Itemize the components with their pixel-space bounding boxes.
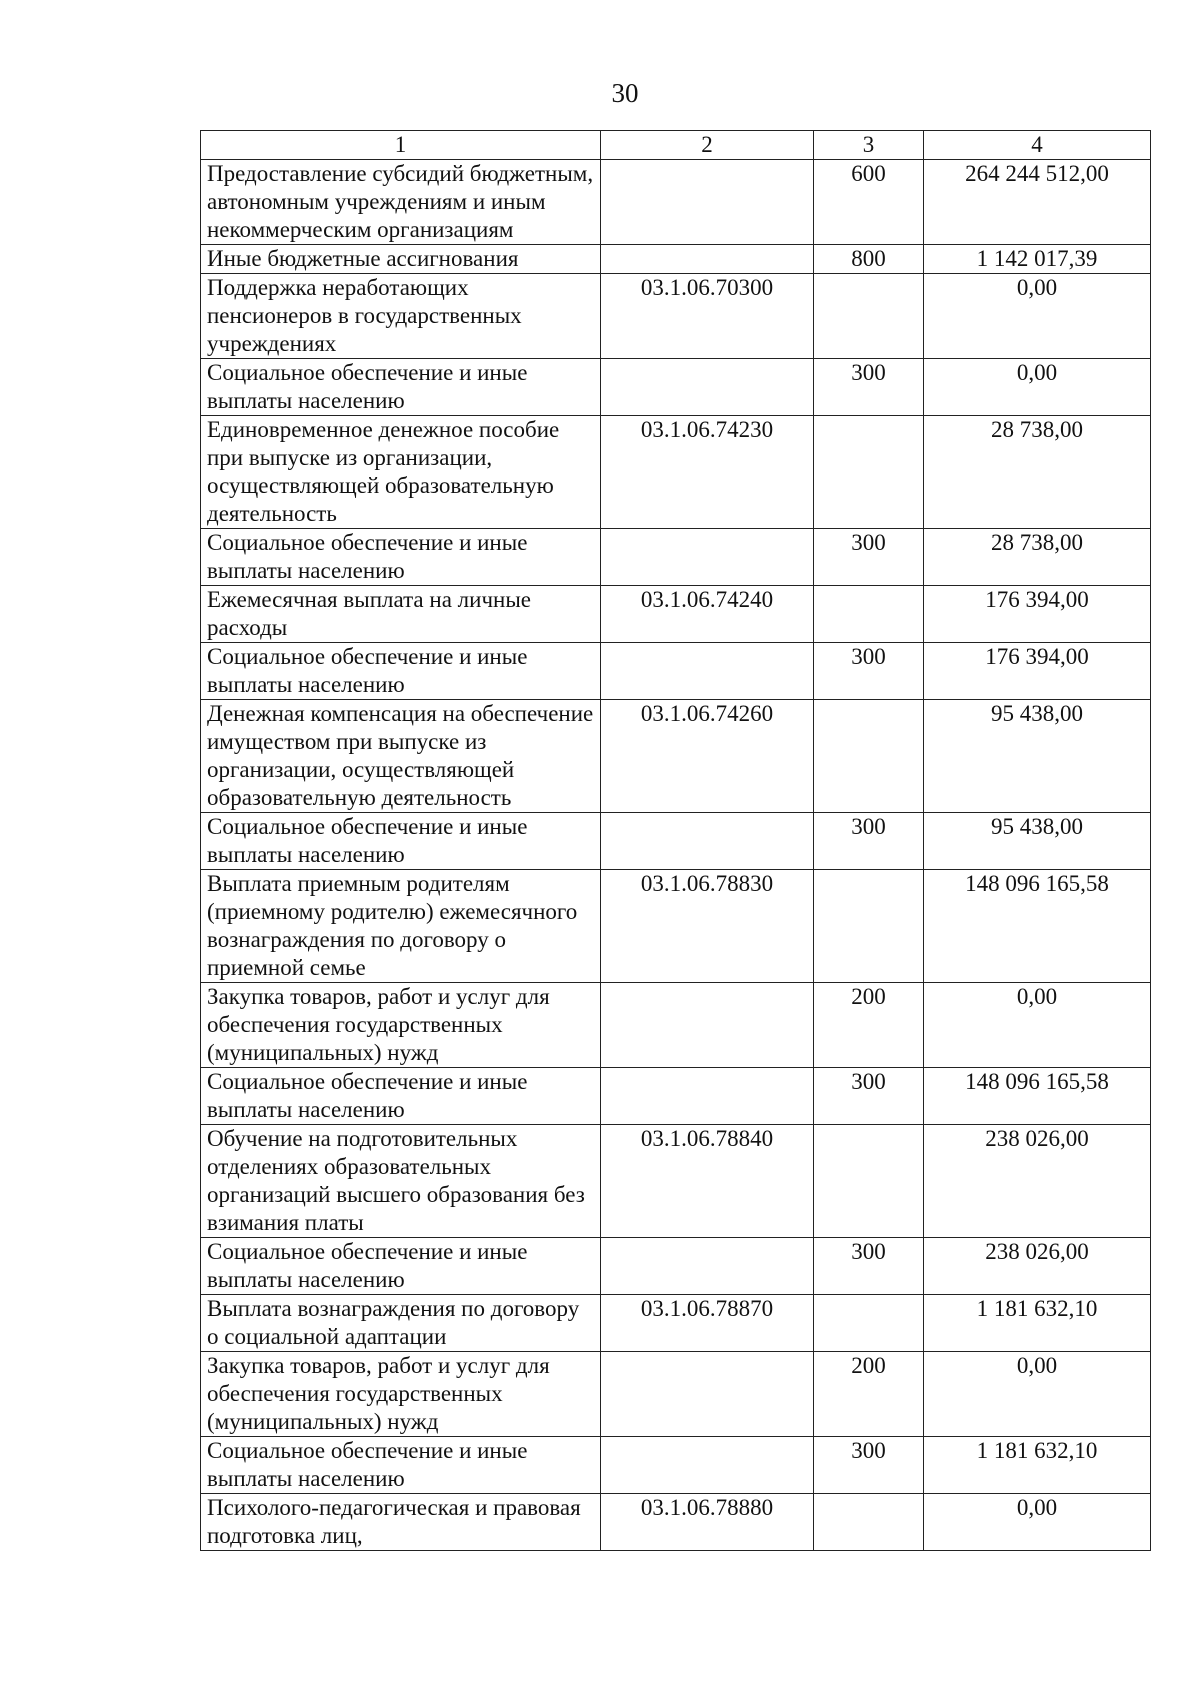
row-name-cell: Закупка товаров, работ и услуг для обеспечения государственных (муниципальных) нужд <box>201 1352 601 1437</box>
row-code-cell <box>601 1068 814 1125</box>
row-amount-cell: 148 096 165,58 <box>924 870 1151 983</box>
row-code-cell <box>601 1238 814 1295</box>
row-code-cell <box>601 359 814 416</box>
row-name-cell: Денежная компенсация на обеспечение имуществом при выпуске из организации, осуществляющей образовательную деятельность <box>201 700 601 813</box>
row-type-cell: 200 <box>814 983 924 1068</box>
table-row <box>201 1238 1151 1295</box>
row-type-cell <box>814 274 924 359</box>
row-type-cell: 300 <box>814 529 924 586</box>
row-type-cell <box>814 1125 924 1238</box>
row-name-cell: Социальное обеспечение и иные выплаты населению <box>201 1437 601 1494</box>
table-row <box>201 643 1151 700</box>
row-name-cell: Выплата приемным родителям (приемному родителю) ежемесячного вознаграждения по договору о приемной семье <box>201 870 601 983</box>
row-code-cell: 03.1.06.70300 <box>601 274 814 359</box>
row-type-cell <box>814 1295 924 1352</box>
row-type-cell: 600 <box>814 160 924 245</box>
row-type-cell <box>814 700 924 813</box>
row-name-cell: Поддержка неработающих пенсионеров в государственных учреждениях <box>201 274 601 359</box>
row-type-cell: 300 <box>814 359 924 416</box>
row-code-cell: 03.1.06.78840 <box>601 1125 814 1238</box>
column-header-3: 3 <box>814 131 924 160</box>
page-number: 30 <box>611 78 639 108</box>
row-amount-cell: 0,00 <box>924 1352 1151 1437</box>
row-amount-cell: 1 181 632,10 <box>924 1295 1151 1352</box>
row-code-cell <box>601 643 814 700</box>
row-amount-cell: 28 738,00 <box>924 529 1151 586</box>
row-name-cell: Социальное обеспечение и иные выплаты населению <box>201 643 601 700</box>
table-row <box>201 586 1151 643</box>
row-amount-cell: 0,00 <box>924 274 1151 359</box>
row-name-cell: Обучение на подготовительных отделениях образовательных организаций высшего образования без взимания платы <box>201 1125 601 1238</box>
table-header-row <box>201 131 1151 160</box>
row-type-cell <box>814 870 924 983</box>
row-name-cell: Социальное обеспечение и иные выплаты населению <box>201 529 601 586</box>
row-name-cell: Иные бюджетные ассигнования <box>201 245 601 274</box>
row-code-cell <box>601 1352 814 1437</box>
row-type-cell: 800 <box>814 245 924 274</box>
row-name-cell: Социальное обеспечение и иные выплаты населению <box>201 1068 601 1125</box>
row-name-cell: Выплата вознаграждения по договору о социальной адаптации <box>201 1295 601 1352</box>
row-amount-cell: 95 438,00 <box>924 700 1151 813</box>
row-amount-cell: 238 026,00 <box>924 1238 1151 1295</box>
row-code-cell: 03.1.06.74240 <box>601 586 814 643</box>
table-row <box>201 870 1151 983</box>
column-header-1: 1 <box>201 131 601 160</box>
table-row <box>201 700 1151 813</box>
row-amount-cell: 0,00 <box>924 983 1151 1068</box>
row-amount-cell: 1 142 017,39 <box>924 245 1151 274</box>
row-code-cell: 03.1.06.78830 <box>601 870 814 983</box>
table-row <box>201 983 1151 1068</box>
row-amount-cell: 0,00 <box>924 359 1151 416</box>
row-amount-cell: 95 438,00 <box>924 813 1151 870</box>
row-type-cell: 200 <box>814 1352 924 1437</box>
budget-table <box>200 130 1151 1551</box>
row-code-cell: 03.1.06.74260 <box>601 700 814 813</box>
table-row <box>201 359 1151 416</box>
column-header-4: 4 <box>924 131 1151 160</box>
row-amount-cell: 176 394,00 <box>924 586 1151 643</box>
row-code-cell: 03.1.06.74230 <box>601 416 814 529</box>
row-code-cell <box>601 983 814 1068</box>
row-name-cell: Социальное обеспечение и иные выплаты населению <box>201 1238 601 1295</box>
table-row <box>201 1352 1151 1437</box>
table-row <box>201 1068 1151 1125</box>
row-amount-cell: 238 026,00 <box>924 1125 1151 1238</box>
row-code-cell <box>601 1437 814 1494</box>
table-row <box>201 1437 1151 1494</box>
row-amount-cell: 1 181 632,10 <box>924 1437 1151 1494</box>
row-name-cell: Ежемесячная выплата на личные расходы <box>201 586 601 643</box>
row-name-cell: Единовременное денежное пособие при выпуске из организации, осуществляющей образовательную деятельность <box>201 416 601 529</box>
row-code-cell <box>601 160 814 245</box>
row-code-cell <box>601 529 814 586</box>
column-header-2: 2 <box>601 131 814 160</box>
table-row <box>201 274 1151 359</box>
table-row <box>201 160 1151 245</box>
table-row <box>201 416 1151 529</box>
row-amount-cell: 28 738,00 <box>924 416 1151 529</box>
row-name-cell: Социальное обеспечение и иные выплаты населению <box>201 359 601 416</box>
row-code-cell <box>601 245 814 274</box>
table-row <box>201 1295 1151 1352</box>
row-type-cell <box>814 586 924 643</box>
row-type-cell: 300 <box>814 1238 924 1295</box>
row-type-cell: 300 <box>814 813 924 870</box>
table-row <box>201 1494 1151 1551</box>
row-amount-cell: 264 244 512,00 <box>924 160 1151 245</box>
table-row <box>201 529 1151 586</box>
row-name-cell: Предоставление субсидий бюджетным, автономным учреждениям и иным некоммерческим организациям <box>201 160 601 245</box>
row-name-cell: Психолого-педагогическая и правовая подготовка лиц, <box>201 1494 601 1551</box>
table-row <box>201 813 1151 870</box>
row-code-cell: 03.1.06.78870 <box>601 1295 814 1352</box>
row-amount-cell: 176 394,00 <box>924 643 1151 700</box>
row-type-cell: 300 <box>814 643 924 700</box>
row-amount-cell: 148 096 165,58 <box>924 1068 1151 1125</box>
table-row <box>201 245 1151 274</box>
row-name-cell: Социальное обеспечение и иные выплаты населению <box>201 813 601 870</box>
row-name-cell: Закупка товаров, работ и услуг для обеспечения государственных (муниципальных) нужд <box>201 983 601 1068</box>
row-code-cell <box>601 813 814 870</box>
row-type-cell <box>814 1494 924 1551</box>
row-type-cell: 300 <box>814 1068 924 1125</box>
table-row <box>201 1125 1151 1238</box>
row-amount-cell: 0,00 <box>924 1494 1151 1551</box>
row-type-cell <box>814 416 924 529</box>
row-code-cell: 03.1.06.78880 <box>601 1494 814 1551</box>
row-type-cell: 300 <box>814 1437 924 1494</box>
